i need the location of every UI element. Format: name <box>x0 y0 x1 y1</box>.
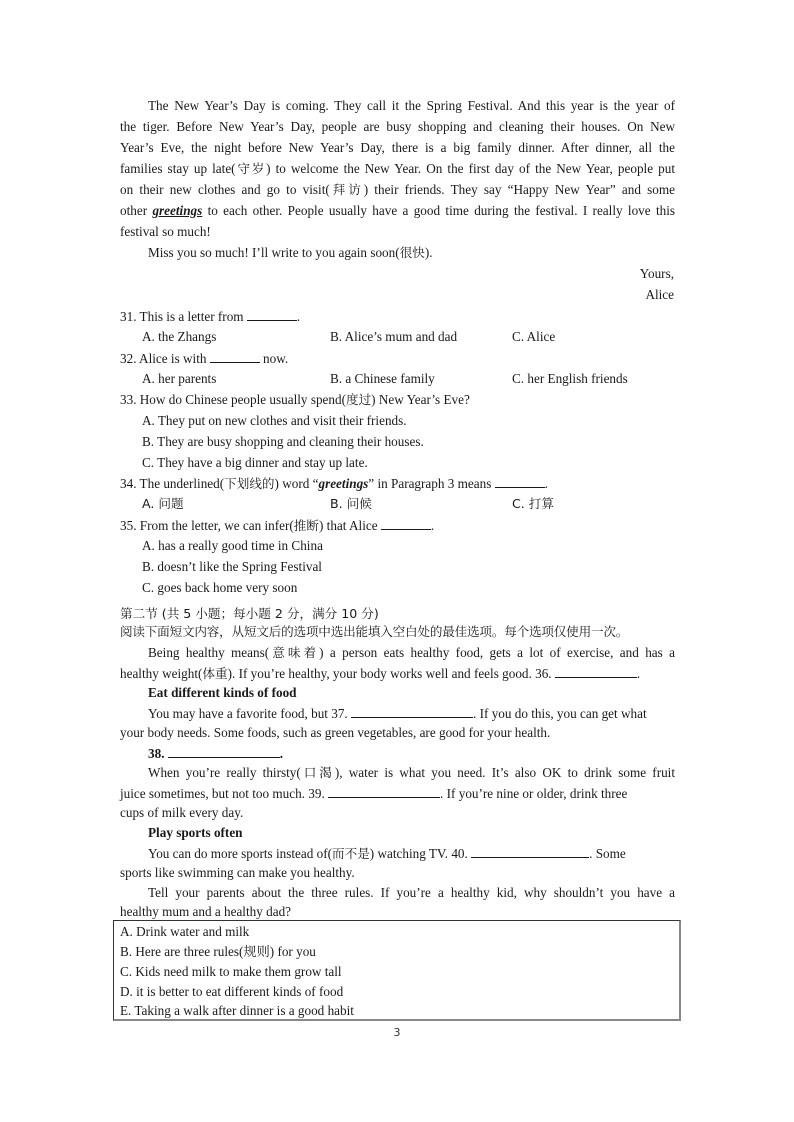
text: ). <box>424 245 433 260</box>
passage-line: healthy mum and a healthy dad? <box>120 904 292 919</box>
text: to each other. People usually have a good time during the festival. I really love this <box>202 203 675 218</box>
section-header: 第二节 (共 5 小题；每小题 2 分，满分 10 分) <box>120 606 379 621</box>
letter-line <box>120 159 675 180</box>
text: ) New Year’s Eve? <box>371 392 470 407</box>
text: ), water is what you need. It’s also OK to drink some fruit <box>334 765 676 780</box>
passage-line <box>148 703 675 725</box>
question-stem: 31. This is a letter from <box>120 309 247 324</box>
chinese-gloss: 下划线的 <box>224 476 275 491</box>
question-31 <box>120 306 675 328</box>
text: When you’re really thirsty( <box>148 765 301 780</box>
text: ) watching TV. 40. <box>369 846 472 861</box>
answer-blank <box>495 473 545 488</box>
text: . If you’re nine or older, drink three <box>440 786 628 801</box>
letter-line <box>120 180 675 201</box>
passage-line <box>148 843 675 865</box>
text: juice sometimes, but not too much. 39. <box>120 786 329 801</box>
question-35 <box>120 515 675 537</box>
answer-blank <box>381 515 431 530</box>
text: Being healthy means( <box>148 645 270 660</box>
option-a[interactable]: A. her parents <box>142 371 217 386</box>
blank-40 <box>471 843 589 858</box>
text: families stay up late( <box>120 161 236 176</box>
letter-line <box>120 201 675 222</box>
option-c[interactable]: C. Alice <box>512 329 556 344</box>
choice-d[interactable]: D. it is better to eat different kinds of food <box>120 984 344 999</box>
text: ) their friends. They say “Happy New Year” and some <box>363 182 675 197</box>
option-a[interactable]: A. has a really good time in China <box>142 538 323 553</box>
option-a[interactable]: A. They put on new clothes and visit their friends. <box>142 413 407 428</box>
option-b[interactable]: B. They are busy shopping and cleaning their houses. <box>142 434 424 449</box>
question-stem: 32. Alice is with <box>120 351 210 366</box>
chinese-gloss: 而不是 <box>332 846 370 861</box>
passage-line <box>148 643 675 664</box>
option-c[interactable]: C. They have a big dinner and stay up late. <box>142 455 368 470</box>
choice-b[interactable]: B. Here are three rules(规则) for you <box>120 944 316 959</box>
text: Miss you so much! I’ll write to you again soon( <box>148 245 400 260</box>
choice-e[interactable]: E. Taking a walk after dinner is a good habit <box>120 1003 354 1018</box>
page-number: 3 <box>393 1026 401 1039</box>
text: . <box>636 666 641 681</box>
text: ) a person eats healthy food, gets a lot of exercise, and has a <box>319 645 675 660</box>
question-stem: 33. How do Chinese people usually spend( <box>120 392 346 407</box>
text: ). If you’re healthy, your body works well and feels good. 36. <box>227 666 555 681</box>
section-instruction: 阅读下面短文内容，从短文后的选项中选出能填入空白处的最佳选项。每个选项仅使用一次。 <box>120 624 629 639</box>
option-c[interactable]: C. her English friends <box>512 371 628 386</box>
text: . If you do this, you can get what <box>473 706 647 721</box>
passage-heading: Play sports often <box>148 825 243 840</box>
choice-a[interactable]: A. Drink water and milk <box>120 924 250 939</box>
text: ) word “ <box>274 476 319 491</box>
blank-36 <box>555 663 637 678</box>
text: on their new clothes and go to visit( <box>120 182 330 197</box>
text: ) that Alice <box>318 518 381 533</box>
blank-37 <box>351 703 473 718</box>
passage-line: cups of milk every day. <box>120 805 244 820</box>
chinese-gloss: 意味着 <box>269 645 320 660</box>
letter-line: The New Year’s Day is coming. They call it the Spring Festival. And this year is the year of <box>148 98 675 113</box>
letter-closing <box>148 243 675 264</box>
answer-blank <box>210 348 260 363</box>
passage-line <box>148 763 675 784</box>
choice-c[interactable]: C. Kids need milk to make them grow tall <box>120 964 342 979</box>
text: . <box>430 518 435 533</box>
option-c[interactable]: C. 打算 <box>512 496 554 511</box>
letter-line: festival so much! <box>120 224 211 239</box>
quoted-word: greetings <box>318 476 369 491</box>
answer-blank <box>247 306 297 321</box>
chinese-gloss: 口渴 <box>300 765 335 780</box>
blank-38 <box>168 743 280 758</box>
text: . <box>296 309 301 324</box>
blank-39 <box>328 783 440 798</box>
letter-signature: Alice <box>645 287 674 302</box>
text: healthy weight( <box>120 666 203 681</box>
passage-line: your body needs. Some foods, such as green vegetables, are good for your health. <box>120 725 551 740</box>
passage-heading: Eat different kinds of food <box>148 685 297 700</box>
letter-line: the tiger. Before New Year’s Day, people are busy shopping and cleaning their houses. On New <box>120 119 675 134</box>
option-a[interactable]: A. 问题 <box>142 496 184 511</box>
passage-line <box>120 783 675 805</box>
text: now. <box>259 351 289 366</box>
option-b[interactable]: B. doesn’t like the Spring Festival <box>142 559 322 574</box>
passage-line <box>120 663 675 685</box>
question-33 <box>120 390 675 411</box>
chinese-gloss: 很快 <box>399 245 425 260</box>
passage-heading-38 <box>148 743 675 765</box>
text: ” in Paragraph 3 means <box>368 476 495 491</box>
text: ) to welcome the New Year. On the first day of the New Year, people put <box>266 161 675 176</box>
option-b[interactable]: B. 问候 <box>330 496 372 511</box>
text: 38. <box>148 746 168 761</box>
question-stem: 35. From the letter, we can infer( <box>120 518 294 533</box>
passage-line: sports like swimming can make you healthy. <box>120 865 355 880</box>
chinese-gloss: 体重 <box>202 666 228 681</box>
question-34 <box>120 473 675 495</box>
choices-box <box>113 920 681 1021</box>
passage-line: Tell your parents about the three rules. If you’re a healthy kid, why shouldn’t you have a <box>148 885 675 900</box>
text: You can do more sports instead of( <box>148 846 332 861</box>
letter-signoff: Yours, <box>639 266 674 281</box>
chinese-gloss: 推断 <box>293 518 319 533</box>
letter-line: Year’s Eve, the night before New Year’s Day, there is a big family dinner. After dinner, all the <box>120 140 675 155</box>
text: . Some <box>589 846 626 861</box>
option-b[interactable]: B. Alice’s mum and dad <box>330 329 458 344</box>
chinese-gloss: 度过 <box>345 392 372 407</box>
chinese-gloss: 拜访 <box>329 182 364 197</box>
text: You may have a favorite food, but 37. <box>148 706 352 721</box>
option-c[interactable]: C. goes back home very soon <box>142 580 298 595</box>
text: other <box>120 203 153 218</box>
chinese-gloss: 守岁 <box>235 161 267 176</box>
text: . <box>544 476 548 491</box>
question-stem: 34. The underlined( <box>120 476 225 491</box>
text: . <box>279 746 284 761</box>
question-32 <box>120 348 675 370</box>
option-a[interactable]: A. the Zhangs <box>142 329 217 344</box>
underlined-word-greetings: greetings <box>152 203 203 218</box>
option-b[interactable]: B. a Chinese family <box>330 371 435 386</box>
